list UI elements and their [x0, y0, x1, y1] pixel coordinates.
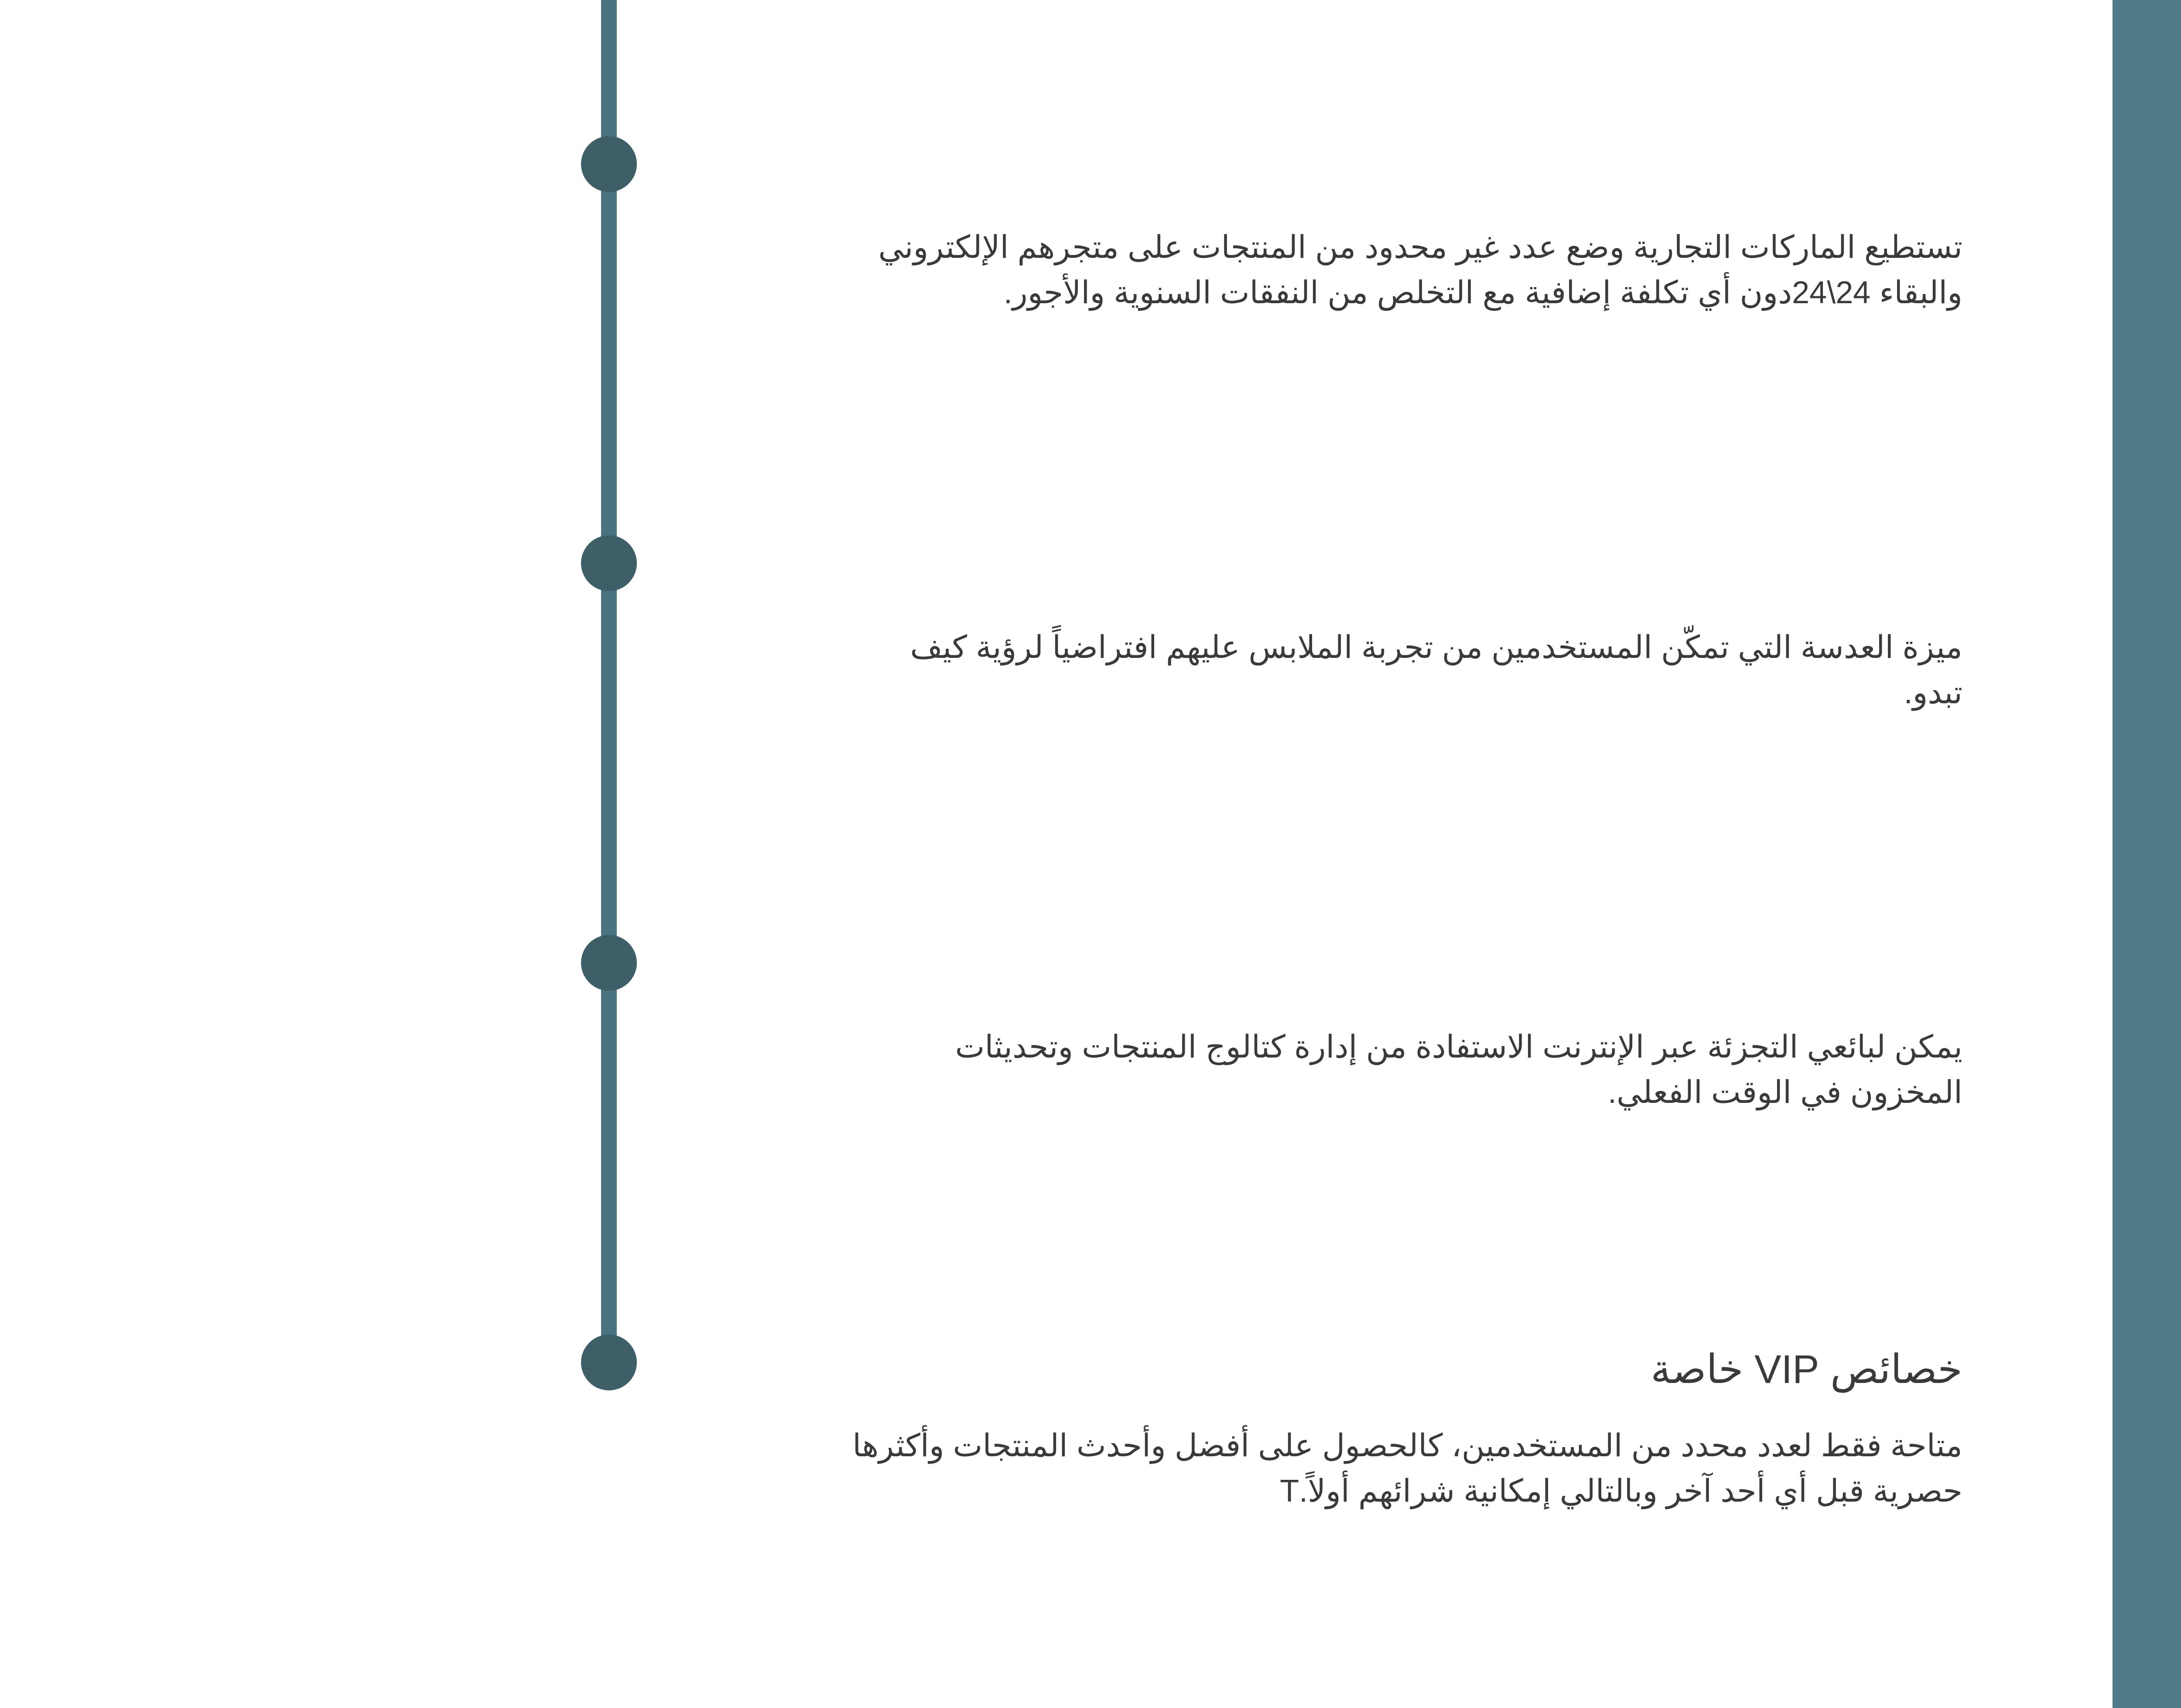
- timeline-dot-4: [581, 1335, 637, 1390]
- timeline-line: [601, 0, 617, 1363]
- right-panel-text-1: [2152, 223, 2181, 280]
- timeline-dot-1: [581, 136, 637, 192]
- timeline-dot-3: [581, 935, 637, 991]
- right-panel-text-2: [2152, 545, 2181, 659]
- timeline-item-4-text: متاحة فقط لعدد محدد من المستخدمين، كالحصول على أفضل وأحدث المنتجات وأكثرها حصرية قبل أي أحد آخر وبالتالي إمكانية شرائهم أولاً.T: [852, 1428, 1962, 1509]
- timeline-item-1-text: تستطيع الماركات التجارية وضع عدد غير محدود من المنتجات على متجرهم الإلكتروني والبقاء 24\24دون أي تكلفة إضافية مع التخلص من النفقات السنوية والأجور.: [878, 230, 1962, 311]
- timeline-item-3-text: يمكن لبائعي التجزئة عبر الإنترنت الاستفادة من إدارة كتالوج المنتجات وتحديثات المخزون في الوقت الفعلي.: [955, 1030, 1962, 1110]
- timeline-item-2-text: ميزة العدسة التي تمكّن المستخدمين من تجربة الملابس عليهم افتراضياً لرؤية كيف تبدو.: [910, 630, 1962, 711]
- timeline-item-4-heading: خصائص VIP خاصة: [1651, 1347, 1962, 1392]
- timeline-dot-2: [581, 535, 637, 591]
